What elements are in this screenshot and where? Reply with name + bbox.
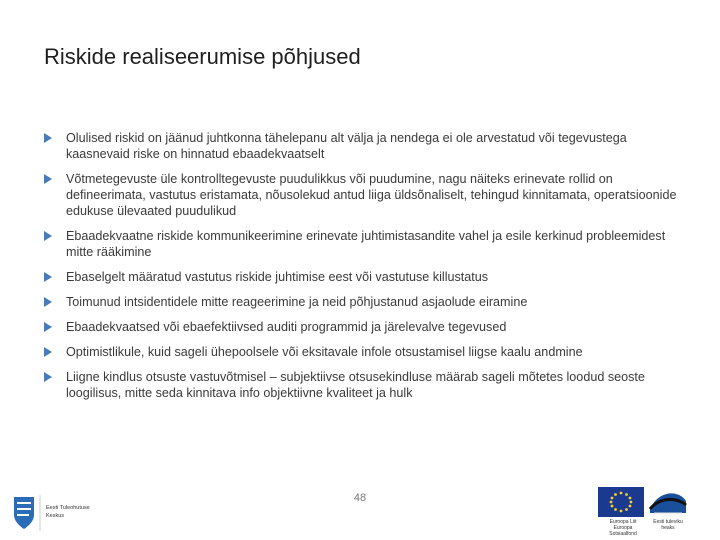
bullet-arrow-icon	[44, 297, 52, 307]
bullet-item	[44, 319, 684, 335]
bullet-item	[44, 171, 684, 219]
bullet-list	[44, 130, 684, 410]
bullet-text: Optimistlikule, kuid sageli ühepoolsele või eksitavale infole otsustamisel liigse kaalu andmine	[66, 345, 583, 359]
bullet-item	[44, 228, 684, 260]
bullet-text: Ebaadekvaatsed või ebaefektiivsed auditi programmid ja järelevalve tegevused	[66, 320, 507, 334]
bullet-arrow-icon	[44, 372, 52, 382]
eu-logo-caption: Euroopa Liit Euroopa Sotsiaalfond	[609, 519, 637, 537]
left-logo-line-1: Eesti Tuleohutuse	[46, 505, 90, 511]
bullet-text: Ebaadekvaatne riskide kommunikeerimine erinevate juhtimistasandite vahel ja esile kerkinud probleemidest mitte rääkimine	[66, 229, 666, 259]
bullet-arrow-icon	[44, 231, 52, 241]
bullet-text: Võtmetegevuste üle kontrolltegevuste puudulikkus või puudumine, nagu näiteks erinevate rollid on defineerimata, vastutus eristamata, nõusolekud antud liiga üldsõnaliselt, tehingud kinnitamata, operatsioonide edukuse ülevaated puudulikud	[66, 172, 677, 218]
bullet-arrow-icon	[44, 272, 52, 282]
bullet-text: Ebaselgelt määratud vastutus riskide juhtimise eest või vastutuse killustatus	[66, 270, 489, 284]
left-logo-line-2: Keskus	[46, 513, 65, 519]
bullet-item	[44, 344, 684, 360]
estonian-coat-of-arms-logo	[10, 493, 150, 533]
bullet-arrow-icon	[44, 133, 52, 143]
bullet-arrow-icon	[44, 347, 52, 357]
page-number: 48	[353, 492, 367, 504]
bullet-item	[44, 369, 684, 401]
bullet-text: Olulised riskid on jäänud juhtkonna tähelepanu alt välja ja nendega ei ole arvestatud või tegevustega kaasnevaid riske on hinnatud ebaadekvaatselt	[66, 131, 627, 161]
bullet-item	[44, 294, 684, 310]
bullet-text: Liigne kindlus otsuste vastuvõtmisel – subjektiivse otsusekindluse määrab sageli mõtetes loodud seoste loogilisus, mitte seda kinnitava info objektiivne kvaliteet ja hulk	[66, 370, 645, 400]
flag-logo-caption: Eesti tuleviku heaks	[653, 519, 683, 531]
bullet-item	[44, 269, 684, 285]
bullet-text: Toimunud intsidentidele mitte reageerimine ja neid põhjustanud asjaolude eiramine	[66, 295, 528, 309]
bullet-arrow-icon	[44, 322, 52, 332]
bullet-arrow-icon	[44, 174, 52, 184]
slide-title: Riskide realiseerumise põhjused	[44, 44, 361, 69]
bullet-item	[44, 130, 684, 162]
